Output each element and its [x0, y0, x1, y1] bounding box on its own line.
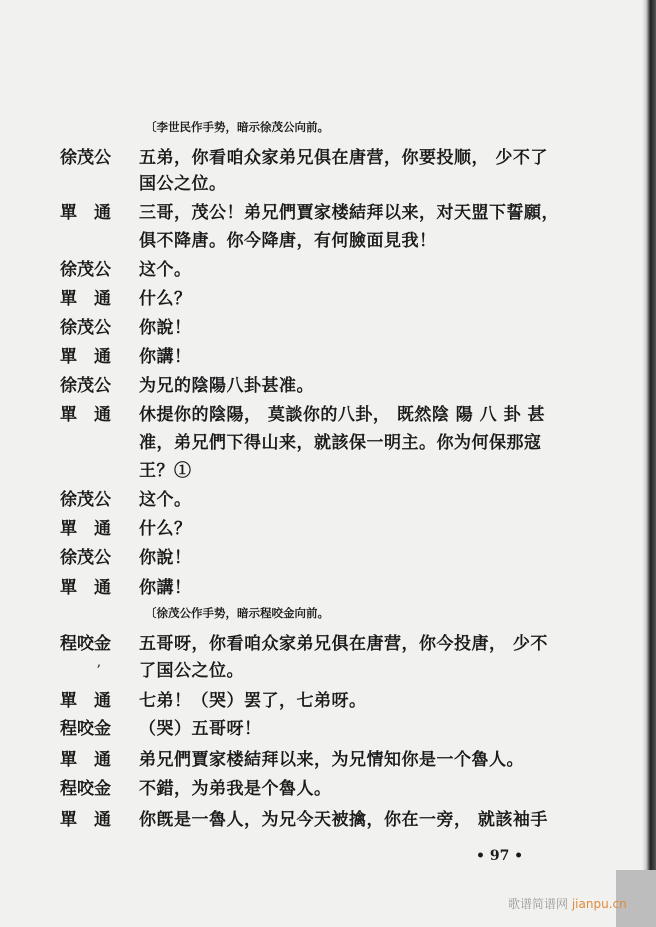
speaker: 程咬金 — [60, 779, 111, 799]
dialogue-line — [0, 658, 656, 684]
speaker: 徐茂公 — [60, 376, 111, 396]
dialogue-line — [0, 200, 656, 226]
speaker: 單 通 — [60, 578, 111, 598]
stage-direction: 〔徐茂公作手势，暗示程咬金向前。 — [145, 606, 329, 620]
dialogue-line — [0, 747, 656, 773]
speech: 你旣是一魯人，为兄今天被擒，你在一旁， 就該袖手 — [139, 810, 548, 830]
speaker: 徐茂公 — [60, 548, 111, 568]
scan-edge — [642, 0, 656, 927]
speech: 你說！ — [139, 318, 192, 338]
speech: 什么？ — [139, 289, 192, 309]
speech: 这个。 — [139, 260, 192, 280]
speaker: 徐茂公 — [60, 490, 111, 510]
speaker: 單 通 — [60, 519, 111, 539]
speech: 为兄的陰陽八卦甚准。 — [139, 376, 314, 396]
speech: 五弟，你看咱众家弟兄俱在唐营，你要投顺， 少不了 — [139, 148, 548, 168]
speech: 你說！ — [139, 548, 192, 568]
speech: 五哥呀，你看咱众家弟兄俱在唐营，你今投唐， 少不 — [139, 634, 548, 654]
speech: 弟兄們賈家楼結拜以来，为兄情知你是一个魯人。 — [139, 750, 524, 770]
stage-direction: 〔李世民作手势，暗示徐茂公向前。 — [145, 120, 329, 134]
dialogue-line — [0, 545, 656, 571]
speech: 你講！ — [139, 578, 192, 598]
speech: 国公之位。 — [139, 174, 227, 194]
watermark-cn: 歌谱简谱网 — [508, 897, 569, 911]
dialogue-line — [0, 171, 656, 197]
dialogue-line — [0, 688, 656, 714]
dialogue-line — [0, 228, 656, 254]
speech: 俱不降唐。你今降唐，有何臉面見我！ — [139, 231, 437, 251]
dialogue-line — [0, 807, 656, 833]
speaker: 單 通 — [60, 289, 111, 309]
speaker: 徐茂公 — [60, 260, 111, 280]
dialogue-line — [0, 458, 656, 484]
dialogue-line — [0, 430, 656, 456]
speaker: 單 通 — [60, 691, 111, 711]
speaker: 單 通 — [60, 405, 111, 425]
dialogue-line — [0, 402, 656, 428]
speech: 三哥，茂公！弟兄們賈家楼結拜以来，对天盟下誓願， — [139, 203, 559, 223]
dialogue-line — [0, 487, 656, 513]
speaker: 單 通 — [60, 810, 111, 830]
dialogue-line — [0, 257, 656, 283]
watermark-en: jianpu.cn — [571, 897, 627, 911]
speaker: 徐茂公 — [60, 148, 111, 168]
speech: 休提你的陰陽， 莫談你的八卦， 既然陰 陽 八 卦 甚 — [139, 405, 546, 425]
speech: 这个。 — [139, 490, 192, 510]
dialogue-line — [0, 631, 656, 657]
speech: 什么？ — [139, 519, 192, 539]
dialogue-line — [0, 286, 656, 312]
speech: 七弟！（哭）罢了，七弟呀。 — [139, 691, 367, 711]
speech: 准，弟兄們下得山来，就該保一明主。你为何保那寇 — [139, 433, 542, 453]
speaker: 程咬金 — [60, 634, 111, 654]
dialogue-line — [0, 373, 656, 399]
speaker: 單 通 — [60, 347, 111, 367]
speaker: 徐茂公 — [60, 318, 111, 338]
dialogue-line — [0, 145, 656, 171]
dialogue-line — [0, 315, 656, 341]
dialogue-line — [0, 575, 656, 601]
speaker: 單 通 — [60, 203, 111, 223]
watermark — [508, 895, 627, 912]
dialogue-line — [0, 516, 656, 542]
speech: 了国公之位。 — [139, 661, 244, 681]
speech: （哭）五哥呀！ — [139, 719, 262, 739]
speaker: 單 通 — [60, 750, 111, 770]
dialogue-line — [0, 716, 656, 742]
speech: 王？① — [139, 461, 192, 481]
speech: 你講！ — [139, 347, 192, 367]
page-number: • 97 • — [476, 848, 524, 864]
dialogue-line — [0, 344, 656, 370]
speech: 不錯，为弟我是个魯人。 — [139, 779, 332, 799]
speaker: 程咬金 — [60, 719, 111, 739]
scan-mark: ʼ — [96, 663, 101, 679]
dialogue-line — [0, 776, 656, 802]
